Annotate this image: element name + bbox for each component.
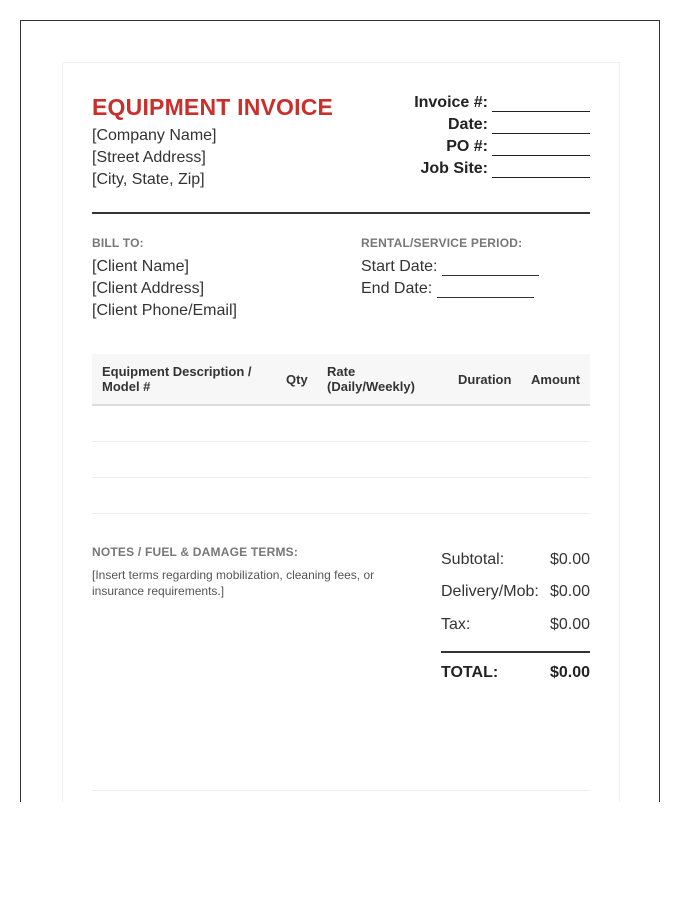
tax-label: Tax: bbox=[441, 616, 471, 633]
subtotal-label: Subtotal: bbox=[441, 551, 505, 568]
start-date-label: Start Date: bbox=[361, 258, 438, 275]
end-date-label: End Date: bbox=[361, 280, 433, 297]
delivery-value: $0.00 bbox=[549, 583, 590, 600]
company-city: [City, State, Zip] bbox=[92, 171, 205, 188]
job-site-label: Job Site: bbox=[420, 160, 488, 177]
date-row bbox=[390, 114, 590, 134]
client-contact: [Client Phone/Email] bbox=[92, 302, 237, 319]
table-row[interactable] bbox=[92, 441, 590, 442]
date-field[interactable] bbox=[492, 117, 590, 134]
date-label: Date: bbox=[447, 116, 488, 133]
column-header-description: Equipment Description / Model # bbox=[102, 364, 252, 394]
notes-label: NOTES / FUEL & DAMAGE TERMS: bbox=[92, 545, 299, 559]
totals-divider bbox=[441, 651, 590, 653]
client-name: [Client Name] bbox=[92, 258, 189, 275]
end-date-row bbox=[361, 280, 534, 298]
end-date-field[interactable] bbox=[437, 281, 534, 298]
company-name: [Company Name] bbox=[92, 127, 217, 144]
invoice-title: EQUIPMENT INVOICE bbox=[92, 94, 334, 120]
company-street: [Street Address] bbox=[92, 149, 206, 166]
rental-period-label: RENTAL/SERVICE PERIOD: bbox=[361, 236, 523, 250]
client-address: [Client Address] bbox=[92, 280, 205, 297]
invoice-number-row bbox=[390, 92, 590, 112]
job-site-row bbox=[390, 158, 590, 178]
tax-value: $0.00 bbox=[549, 616, 590, 633]
column-header-rate: Rate (Daily/Weekly) bbox=[327, 364, 415, 394]
column-header-duration: Duration bbox=[458, 372, 512, 387]
delivery-label: Delivery/Mob: bbox=[441, 583, 539, 600]
start-date-row bbox=[361, 258, 539, 276]
po-field[interactable] bbox=[492, 139, 590, 156]
total-value: $0.00 bbox=[549, 664, 590, 681]
subtotal-value: $0.00 bbox=[549, 551, 590, 568]
po-label: PO #: bbox=[446, 138, 488, 155]
table-row[interactable] bbox=[92, 477, 590, 478]
footer-divider bbox=[92, 790, 590, 791]
notes-text: [Insert terms regarding mobilization, cleaning fees, or insurance requirements.] bbox=[92, 568, 375, 598]
total-label: TOTAL: bbox=[441, 664, 499, 681]
bill-to-label: BILL TO: bbox=[92, 236, 144, 250]
table-row[interactable] bbox=[92, 513, 590, 514]
header-divider bbox=[92, 212, 590, 214]
invoice-number-label: Invoice #: bbox=[414, 94, 488, 111]
po-row bbox=[390, 136, 590, 156]
column-header-amount: Amount bbox=[531, 372, 581, 387]
column-header-qty: Qty bbox=[286, 372, 308, 387]
invoice-number-field[interactable] bbox=[492, 95, 590, 112]
items-table-header bbox=[92, 354, 590, 406]
job-site-field[interactable] bbox=[492, 161, 590, 178]
start-date-field[interactable] bbox=[442, 259, 539, 276]
